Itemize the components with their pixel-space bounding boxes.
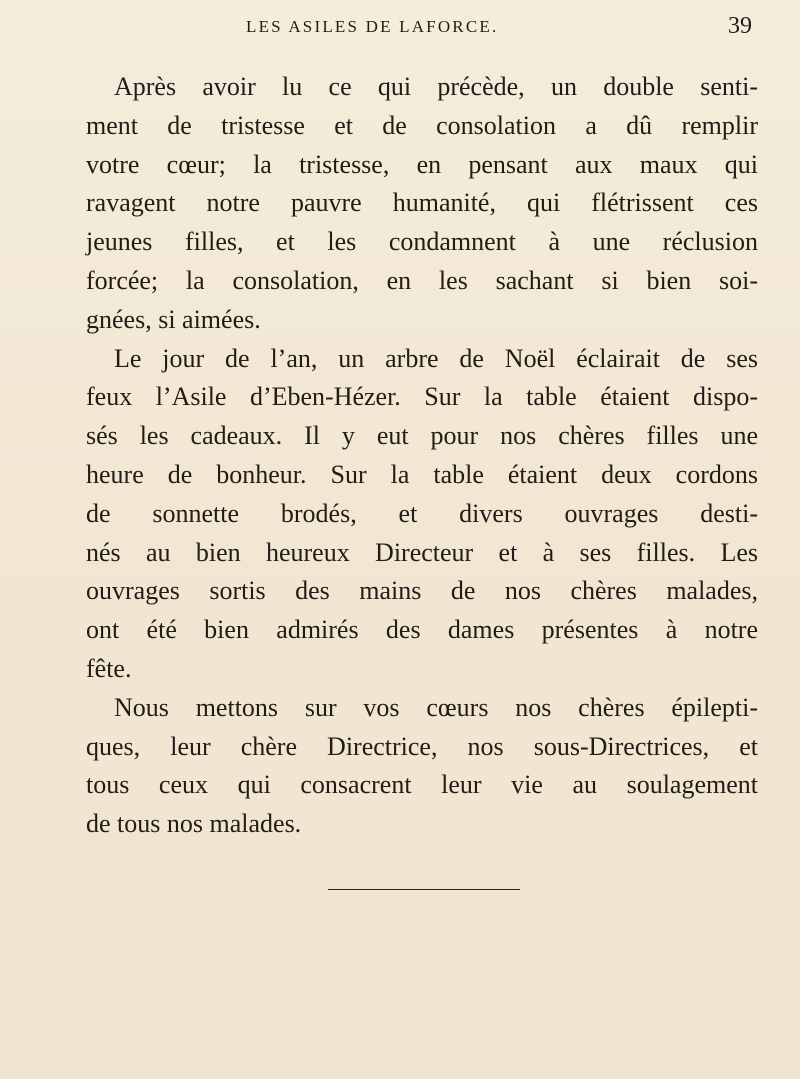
text-line: Après avoir lu ce qui précède, un double senti- [114, 72, 758, 101]
text-line: nés au bien heureux Directeur et à ses filles. Les [86, 537, 758, 567]
text-line: tous ceux qui consacrent leur vie au soulagement [86, 770, 758, 800]
text-line: ouvrages sortis des mains de nos chères malades, [86, 576, 758, 606]
paragraph-1 [86, 68, 758, 340]
text-line: fête. [86, 653, 132, 683]
running-title: LES ASILES DE LAFORCE. [246, 17, 499, 36]
text-line: forcée; la consolation, en les sachant si bien soi- [86, 265, 758, 295]
paragraph-3 [86, 689, 758, 844]
running-head [0, 13, 800, 43]
paragraph-2 [86, 340, 758, 689]
text-line: votre cœur; la tristesse, en pensant aux maux qui [86, 149, 758, 179]
text-line: Nous mettons sur vos cœurs nos chères épilepti- [114, 692, 758, 722]
section-divider [328, 889, 520, 890]
text-line: heure de bonheur. Sur la table étaient deux cordons [86, 459, 758, 489]
text-line: ment de tristesse et de consolation a dû remplir [86, 110, 758, 140]
text-line: ques, leur chère Directrice, nos sous-Directrices, et [86, 731, 758, 761]
body-text [86, 68, 758, 844]
page-number: 39 [728, 13, 752, 39]
text-line: de sonnette brodés, et divers ouvrages desti- [86, 498, 758, 528]
text-line: Le jour de l’an, un arbre de Noël éclairait de ses [114, 343, 758, 373]
text-line: feux l’Asile d’Eben-Hézer. Sur la table étaient dispo- [86, 382, 758, 412]
text-line: ont été bien admirés des dames présentes à notre [86, 615, 758, 645]
text-line: de tous nos malades. [86, 809, 302, 839]
text-line: jeunes filles, et les condamnent à une réclusion [86, 227, 758, 257]
text-line: sés les cadeaux. Il y eut pour nos chères filles une [86, 421, 758, 451]
text-line: ravagent notre pauvre humanité, qui flétrissent ces [86, 188, 758, 218]
text-line: gnées, si aimées. [86, 304, 261, 334]
